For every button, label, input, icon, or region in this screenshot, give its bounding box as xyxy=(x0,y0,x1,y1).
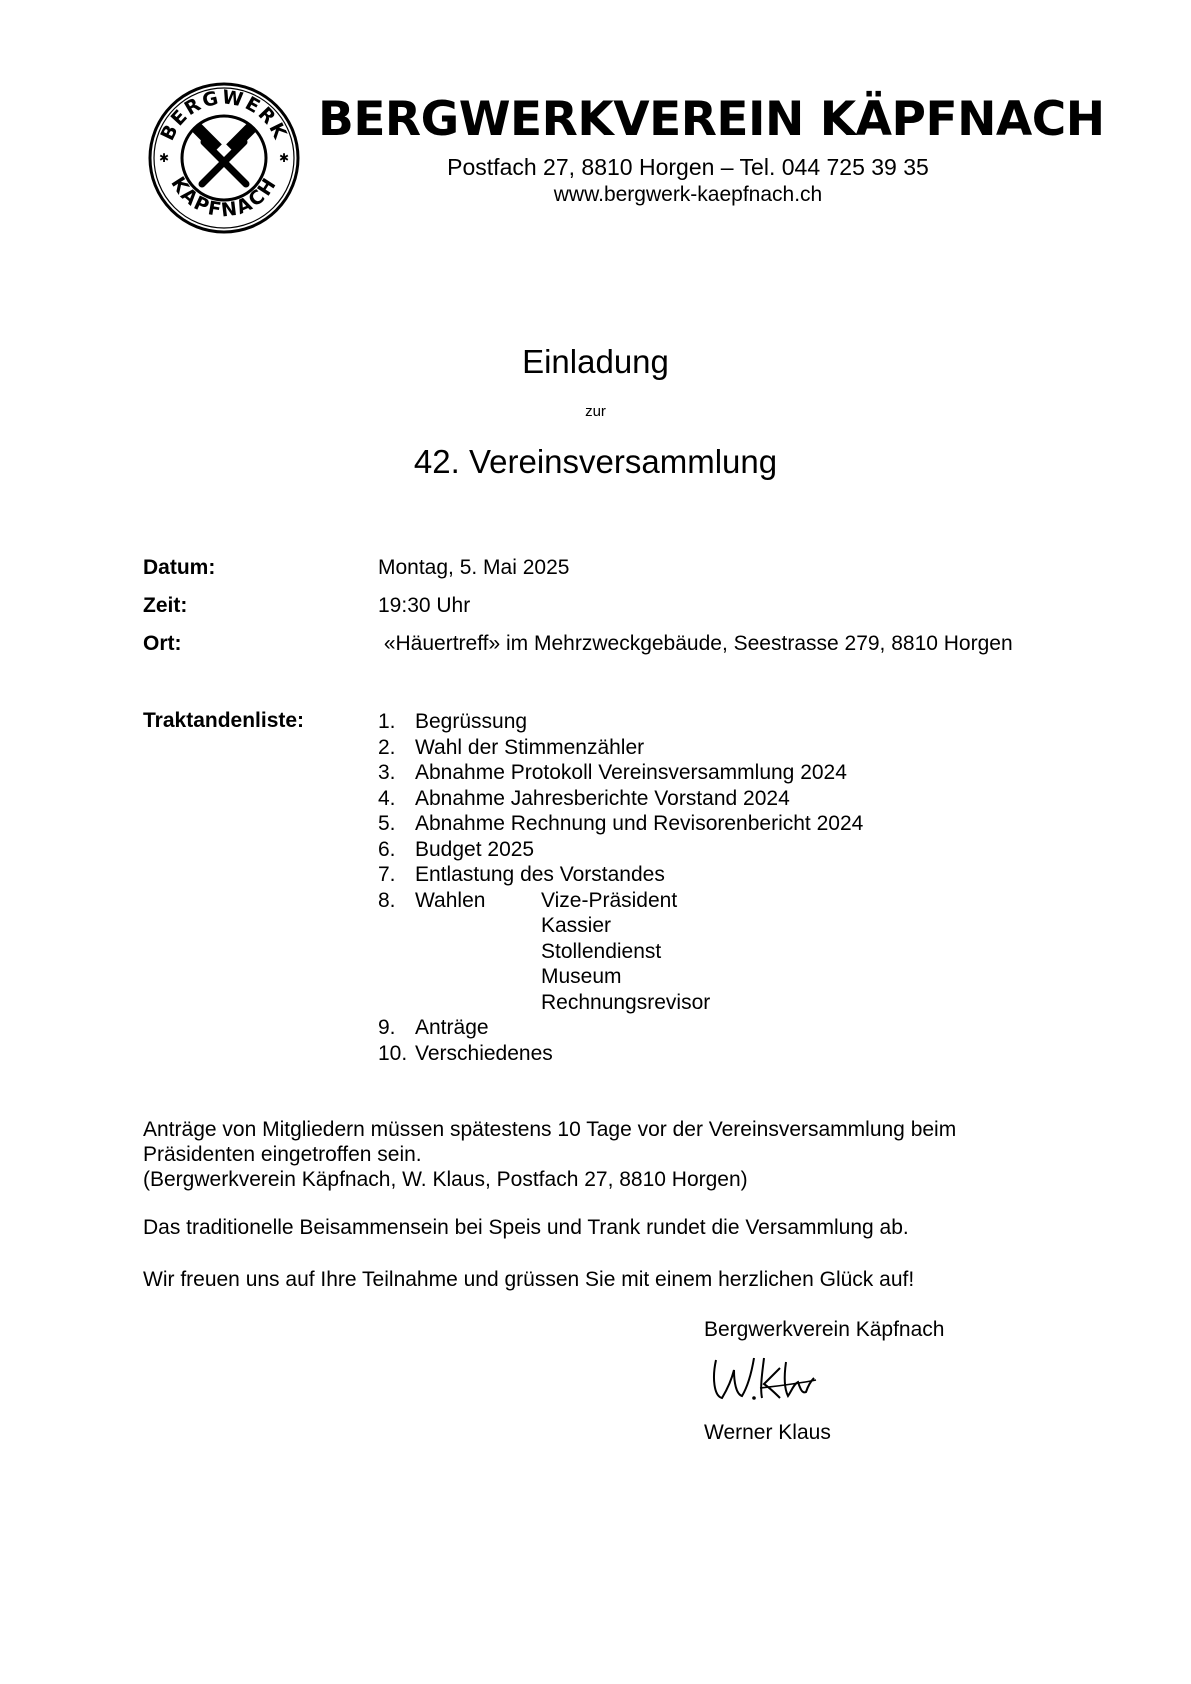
election-item xyxy=(378,964,863,990)
election-item xyxy=(378,913,863,939)
agenda-text: Anträge xyxy=(415,1016,489,1039)
agenda-text: Wahlen xyxy=(415,888,486,912)
address-line: Postfach 27, 8810 Horgen – Tel. 044 725 39 35 xyxy=(447,154,929,180)
agenda-text: Wahl der Stimmenzähler xyxy=(415,735,645,759)
time-label: Zeit: xyxy=(143,594,188,617)
election-role: Museum xyxy=(541,965,622,988)
svg-text:✱: ✱ xyxy=(158,151,170,165)
location-label: Ort: xyxy=(143,632,182,655)
agenda-label: Traktandenliste: xyxy=(143,709,305,732)
agenda-item xyxy=(378,786,863,812)
agenda-number: 3. xyxy=(378,761,396,784)
agenda-number: 4. xyxy=(378,786,396,810)
agenda-list xyxy=(378,709,863,1066)
logo-bottom-textpath: KÄPFNACH xyxy=(166,172,282,222)
agenda-item xyxy=(378,1041,863,1067)
title-connector: zur xyxy=(585,403,606,420)
agenda-number: 7. xyxy=(378,863,396,886)
time-value: 19:30 Uhr xyxy=(378,594,471,617)
agenda-item xyxy=(378,735,863,761)
handwritten-signature xyxy=(708,1348,818,1408)
svg-text:✱: ✱ xyxy=(278,151,290,165)
closing-organization: Bergwerkverein Käpfnach xyxy=(704,1318,945,1341)
agenda-number: 10. xyxy=(378,1041,408,1065)
election-item xyxy=(378,990,863,1016)
election-role: Stollendienst xyxy=(541,939,662,963)
agenda-item xyxy=(378,709,863,735)
agenda-number: 2. xyxy=(378,735,396,759)
page-title: Einladung xyxy=(522,343,669,380)
agenda-item xyxy=(378,760,863,786)
agenda-item xyxy=(378,811,863,837)
agenda-number: 9. xyxy=(378,1016,396,1039)
election-role: Vize-Präsident xyxy=(541,888,678,912)
agenda-number: 5. xyxy=(378,812,396,835)
agenda-item xyxy=(378,862,863,888)
page-subtitle: 42. Vereinsversammlung xyxy=(413,443,778,480)
agenda-number: 6. xyxy=(378,837,396,861)
election-item xyxy=(378,939,863,965)
agenda-text: Entlastung des Vorstandes xyxy=(415,863,665,886)
proposals-line-3: (Bergwerkverein Käpfnach, W. Klaus, Postfach 27, 8810 Horgen) xyxy=(143,1168,748,1191)
logo-bottom-text xyxy=(166,173,281,222)
proposals-line-1: Anträge von Mitgliedern müssen spätestens 10 Tage vor der Vereinsversammlung beim xyxy=(143,1118,957,1141)
agenda-text: Abnahme Jahresberichte Vorstand 2024 xyxy=(415,786,790,810)
proposals-paragraph xyxy=(143,1117,956,1192)
agenda-text: Abnahme Rechnung und Revisorenbericht 2024 xyxy=(415,812,864,835)
agenda-item xyxy=(378,837,863,863)
agenda-item xyxy=(378,1015,863,1041)
agenda-item xyxy=(378,888,863,914)
agenda-text: Abnahme Protokoll Vereinsversammlung 2024 xyxy=(415,761,847,784)
signer-name: Werner Klaus xyxy=(704,1421,831,1444)
location-value: «Häuertreff» im Mehrzweckgebäude, Seestrasse 279, 8810 Horgen xyxy=(378,632,1013,655)
election-role: Rechnungsrevisor xyxy=(541,990,711,1014)
bergwerk-seal-logo xyxy=(148,82,300,234)
date-value: Montag, 5. Mai 2025 xyxy=(378,556,570,579)
logo-top-textpath: BERGWERK xyxy=(156,86,292,145)
website-link[interactable]: www.bergwerk-kaepfnach.ch xyxy=(553,183,823,206)
election-role: Kassier xyxy=(541,914,612,937)
agenda-text: Begrüssung xyxy=(415,710,528,733)
organization-name: BERGWERKVEREIN KÄPFNACH xyxy=(318,92,1105,147)
crossed-hammers-icon xyxy=(192,123,256,184)
greeting-paragraph: Wir freuen uns auf Ihre Teilnahme und grüssen Sie mit einem herzlichen Glück auf! xyxy=(143,1268,915,1291)
agenda-number: 1. xyxy=(378,710,396,733)
agenda-text: Verschiedenes xyxy=(415,1041,553,1065)
agenda-number: 8. xyxy=(378,888,396,912)
date-label: Datum: xyxy=(143,556,216,579)
gathering-paragraph: Das traditionelle Beisammensein bei Speis und Trank rundet die Versammlung ab. xyxy=(143,1216,909,1239)
agenda-text: Budget 2025 xyxy=(415,837,535,861)
proposals-line-2: Präsidenten eingetroffen sein. xyxy=(143,1143,422,1166)
